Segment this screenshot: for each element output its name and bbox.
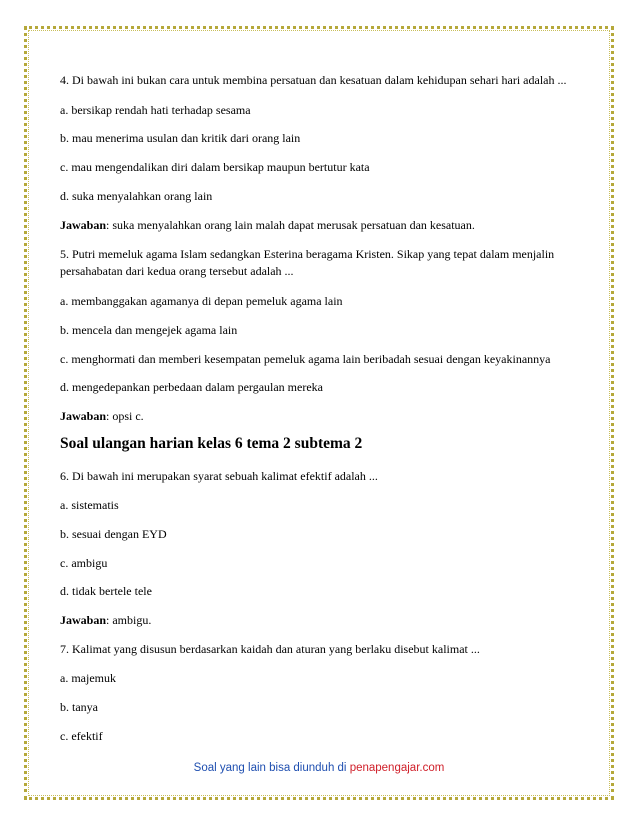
q5-option-a: a. membanggakan agamanya di depan pemeluk agama lain [60,294,343,308]
page-footer [0,762,638,774]
question-5-line2: persahabatan dari kedua orang tersebut adalah ... [60,264,294,278]
question-6: 6. Di bawah ini merupakan syarat sebuah kalimat efektif adalah ... [60,469,378,483]
footer-link[interactable]: penapengajar.com [349,762,445,774]
section-heading: Soal ulangan harian kelas 6 tema 2 subtema 2 [60,435,363,452]
q7-option-c: c. efektif [60,729,103,743]
q5-option-b: b. mencela dan mengejek agama lain [60,323,238,337]
q4-option-c: c. mau mengendalikan diri dalam bersikap maupun bertutur kata [60,160,370,174]
q5-option-c: c. menghormati dan memberi kesempatan pemeluk agama lain beribadah sesuai dengan keyakinannya [60,352,551,366]
q7-option-b: b. tanya [60,700,98,714]
q5-option-d: d. mengedepankan perbedaan dalam pergaulan mereka [60,380,323,394]
q6-option-b: b. sesuai dengan EYD [60,527,167,541]
answer-label: Jawaban [60,218,107,232]
q6-option-a: a. sistematis [60,498,119,512]
q7-option-a: a. majemuk [60,671,116,685]
q6-option-c: c. ambigu [60,556,108,570]
answer-label: Jawaban [60,409,107,423]
q4-option-d: d. suka menyalahkan orang lain [60,189,213,203]
q6-answer [60,612,151,628]
question-4: 4. Di bawah ini bukan cara untuk membina persatuan dan kesatuan dalam kehidupan sehari hari adalah ... [60,73,567,87]
footer-text: Soal yang lain bisa diunduh di [193,762,350,774]
q5-answer [60,408,144,424]
answer-text: : suka menyalahkan orang lain malah dapat merusak persatuan dan kesatuan. [106,218,475,232]
question-5-line1: 5. Putri memeluk agama Islam sedangkan Esterina beragama Kristen. Sikap yang tepat dalam menjalin [60,247,555,261]
q6-option-d: d. tidak bertele tele [60,584,152,598]
question-7: 7. Kalimat yang disusun berdasarkan kaidah dan aturan yang berlaku disebut kalimat ... [60,642,480,656]
q4-option-b: b. mau menerima usulan dan kritik dari orang lain [60,131,301,145]
answer-text: : opsi c. [106,409,144,423]
answer-text: : ambigu. [106,613,152,627]
q4-answer [60,217,475,233]
answer-label: Jawaban [60,613,107,627]
q4-option-a: a. bersikap rendah hati terhadap sesama [60,103,251,117]
